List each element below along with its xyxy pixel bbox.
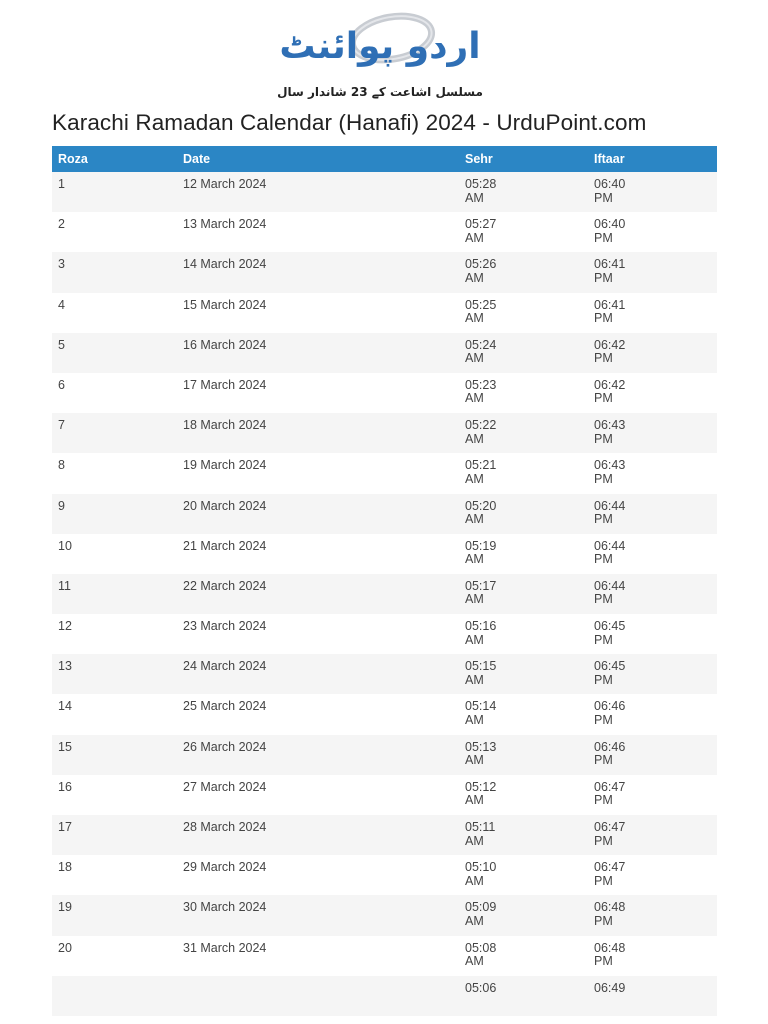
roza-date: 28 March 2024 — [177, 815, 459, 855]
iftaar-time-cell — [588, 252, 717, 292]
sehr-ampm: AM — [465, 391, 484, 406]
iftaar-time-cell — [588, 293, 717, 333]
iftaar-time: 06:45 — [594, 659, 626, 674]
sehr-ampm: AM — [465, 351, 484, 366]
sehr-ampm: AM — [465, 431, 484, 446]
iftaar-time: 06:44 — [594, 498, 626, 513]
sehr-time-cell — [459, 293, 588, 333]
iftaar-ampm: PM — [594, 431, 613, 446]
sehr-time-cell — [459, 494, 588, 534]
roza-date: 27 March 2024 — [177, 775, 459, 815]
roza-number: 11 — [52, 574, 177, 614]
iftaar-ampm: PM — [594, 471, 613, 486]
roza-date: 21 March 2024 — [177, 534, 459, 574]
column-header-date: Date — [177, 146, 459, 172]
table-row — [52, 694, 717, 734]
table-row — [52, 212, 717, 252]
sehr-ampm: AM — [465, 793, 484, 808]
roza-date: 31 March 2024 — [177, 936, 459, 976]
roza-number: 19 — [52, 895, 177, 935]
sehr-ampm: AM — [465, 311, 484, 326]
iftaar-time: 06:41 — [594, 297, 626, 312]
roza-number: 18 — [52, 855, 177, 895]
iftaar-ampm: PM — [594, 913, 613, 928]
iftaar-time-cell — [588, 574, 717, 614]
roza-number: 17 — [52, 815, 177, 855]
sehr-time-cell — [459, 654, 588, 694]
sehr-time: 05:26 — [465, 257, 497, 272]
sehr-time: 05:09 — [465, 900, 497, 915]
iftaar-ampm: PM — [594, 672, 613, 687]
table-row — [52, 534, 717, 574]
iftaar-time: 06:40 — [594, 217, 626, 232]
roza-number: 13 — [52, 654, 177, 694]
sehr-time: 05:25 — [465, 297, 497, 312]
table-row — [52, 172, 717, 212]
iftaar-ampm: PM — [594, 632, 613, 647]
sehr-time: 05:16 — [465, 619, 497, 634]
iftaar-ampm: PM — [594, 552, 613, 567]
sehr-time-cell — [459, 614, 588, 654]
roza-number: 1 — [52, 172, 177, 212]
table-row — [52, 976, 717, 1016]
iftaar-ampm: PM — [594, 391, 613, 406]
iftaar-time: 06:47 — [594, 860, 626, 875]
sehr-ampm: AM — [465, 190, 484, 205]
sehr-ampm: AM — [465, 954, 484, 969]
roza-date: 26 March 2024 — [177, 735, 459, 775]
iftaar-time: 06:43 — [594, 418, 626, 433]
iftaar-time: 06:43 — [594, 458, 626, 473]
logo-tagline: مسلسل اشاعت کے 23 شاندار سال — [277, 85, 483, 99]
roza-number: 16 — [52, 775, 177, 815]
iftaar-time: 06:46 — [594, 739, 626, 754]
roza-number: 7 — [52, 413, 177, 453]
table-row — [52, 494, 717, 534]
table-body — [52, 172, 717, 1016]
sehr-time: 05:20 — [465, 498, 497, 513]
sehr-time-cell — [459, 855, 588, 895]
iftaar-time-cell — [588, 212, 717, 252]
iftaar-ampm: PM — [594, 712, 613, 727]
roza-date: 14 March 2024 — [177, 252, 459, 292]
sehr-time: 05:19 — [465, 538, 497, 553]
sehr-time-cell — [459, 976, 588, 1016]
sehr-time: 05:14 — [465, 699, 497, 714]
table-row — [52, 373, 717, 413]
column-header-iftaar: Iftaar — [588, 146, 717, 172]
table-row — [52, 574, 717, 614]
roza-date: 22 March 2024 — [177, 574, 459, 614]
iftaar-time: 06:49 — [594, 980, 626, 995]
sehr-time-cell — [459, 694, 588, 734]
sehr-ampm: AM — [465, 833, 484, 848]
iftaar-time: 06:42 — [594, 337, 626, 352]
iftaar-time: 06:48 — [594, 900, 626, 915]
sehr-time-cell — [459, 413, 588, 453]
iftaar-time: 06:44 — [594, 538, 626, 553]
sehr-time-cell — [459, 815, 588, 855]
table-row — [52, 855, 717, 895]
iftaar-ampm: PM — [594, 873, 613, 888]
sehr-ampm: AM — [465, 471, 484, 486]
roza-number: 3 — [52, 252, 177, 292]
iftaar-ampm: PM — [594, 954, 613, 969]
iftaar-time-cell — [588, 373, 717, 413]
table-row — [52, 413, 717, 453]
iftaar-time: 06:47 — [594, 820, 626, 834]
sehr-ampm: AM — [465, 632, 484, 647]
table-row — [52, 333, 717, 373]
iftaar-time-cell — [588, 494, 717, 534]
sehr-time-cell — [459, 172, 588, 212]
table-row — [52, 654, 717, 694]
sehr-ampm: AM — [465, 552, 484, 567]
sehr-time-cell — [459, 735, 588, 775]
iftaar-ampm: PM — [594, 833, 613, 848]
iftaar-time: 06:46 — [594, 699, 626, 714]
table-row — [52, 252, 717, 292]
roza-number: 14 — [52, 694, 177, 734]
iftaar-time-cell — [588, 654, 717, 694]
iftaar-time-cell — [588, 855, 717, 895]
sehr-ampm: AM — [465, 230, 484, 245]
iftaar-time-cell — [588, 694, 717, 734]
logo-icon — [277, 8, 483, 104]
table-header — [52, 146, 717, 172]
sehr-time: 05:23 — [465, 377, 497, 392]
iftaar-ampm: PM — [594, 351, 613, 366]
sehr-ampm: AM — [465, 270, 484, 285]
roza-number: 9 — [52, 494, 177, 534]
roza-number: 4 — [52, 293, 177, 333]
iftaar-time-cell — [588, 453, 717, 493]
sehr-time-cell — [459, 574, 588, 614]
sehr-time: 05:06 — [465, 980, 497, 995]
roza-number: 20 — [52, 936, 177, 976]
table-row — [52, 936, 717, 976]
sehr-ampm: AM — [465, 873, 484, 888]
urdupoint-logo[interactable] — [277, 8, 483, 104]
sehr-time-cell — [459, 212, 588, 252]
roza-date: 29 March 2024 — [177, 855, 459, 895]
ramadan-calendar-table — [52, 146, 717, 1016]
iftaar-time-cell — [588, 333, 717, 373]
roza-number: 8 — [52, 453, 177, 493]
iftaar-ampm: PM — [594, 230, 613, 245]
column-header-sehr: Sehr — [459, 146, 588, 172]
roza-date: 19 March 2024 — [177, 453, 459, 493]
table-row — [52, 614, 717, 654]
roza-date: 12 March 2024 — [177, 172, 459, 212]
iftaar-ampm: PM — [594, 512, 613, 526]
iftaar-time: 06:48 — [594, 940, 626, 955]
roza-date: 25 March 2024 — [177, 694, 459, 734]
table-row — [52, 735, 717, 775]
iftaar-time: 06:41 — [594, 257, 626, 272]
sehr-time: 05:24 — [465, 337, 497, 352]
sehr-time: 05:17 — [465, 578, 497, 593]
iftaar-time-cell — [588, 815, 717, 855]
roza-date: 23 March 2024 — [177, 614, 459, 654]
sehr-ampm: AM — [465, 592, 484, 607]
iftaar-ampm: PM — [594, 311, 613, 326]
sehr-time: 05:15 — [465, 659, 497, 674]
sehr-time-cell — [459, 333, 588, 373]
sehr-ampm: AM — [465, 672, 484, 687]
table-row — [52, 453, 717, 493]
sehr-time: 05:22 — [465, 418, 497, 433]
sehr-time: 05:10 — [465, 860, 497, 875]
roza-date: 30 March 2024 — [177, 895, 459, 935]
iftaar-time-cell — [588, 172, 717, 212]
sehr-ampm: AM — [465, 712, 484, 727]
sehr-time: 05:08 — [465, 940, 497, 955]
sehr-ampm: AM — [465, 512, 484, 526]
iftaar-time-cell — [588, 936, 717, 976]
sehr-time: 05:13 — [465, 739, 497, 754]
sehr-time-cell — [459, 936, 588, 976]
iftaar-ampm: PM — [594, 753, 613, 768]
iftaar-time-cell — [588, 895, 717, 935]
iftaar-time-cell — [588, 735, 717, 775]
roza-number — [52, 976, 177, 1016]
iftaar-time: 06:44 — [594, 578, 626, 593]
sehr-ampm: AM — [465, 753, 484, 768]
sehr-time-cell — [459, 775, 588, 815]
roza-number: 6 — [52, 373, 177, 413]
roza-date: 18 March 2024 — [177, 413, 459, 453]
roza-number: 15 — [52, 735, 177, 775]
table-row — [52, 815, 717, 855]
roza-date — [177, 976, 459, 1016]
iftaar-time-cell — [588, 413, 717, 453]
iftaar-ampm: PM — [594, 270, 613, 285]
table-row — [52, 775, 717, 815]
iftaar-time-cell — [588, 775, 717, 815]
roza-date: 16 March 2024 — [177, 333, 459, 373]
table-row — [52, 293, 717, 333]
sehr-time-cell — [459, 534, 588, 574]
sehr-time-cell — [459, 453, 588, 493]
iftaar-time-cell — [588, 614, 717, 654]
iftaar-time: 06:40 — [594, 177, 626, 191]
roza-date: 20 March 2024 — [177, 494, 459, 534]
roza-number: 5 — [52, 333, 177, 373]
sehr-time: 05:12 — [465, 779, 497, 794]
roza-date: 13 March 2024 — [177, 212, 459, 252]
page-title: Karachi Ramadan Calendar (Hanafi) 2024 - UrduPoint.com — [52, 110, 647, 135]
roza-number: 10 — [52, 534, 177, 574]
sehr-time: 05:11 — [465, 820, 496, 834]
iftaar-ampm: PM — [594, 190, 613, 205]
iftaar-time: 06:42 — [594, 377, 626, 392]
roza-date: 24 March 2024 — [177, 654, 459, 694]
iftaar-ampm: PM — [594, 592, 613, 607]
table-row — [52, 895, 717, 935]
sehr-time: 05:21 — [465, 458, 497, 473]
roza-number: 12 — [52, 614, 177, 654]
iftaar-ampm: PM — [594, 793, 613, 808]
iftaar-time: 06:45 — [594, 619, 626, 634]
column-header-roza: Roza — [52, 146, 177, 172]
iftaar-time-cell — [588, 976, 717, 1016]
roza-date: 17 March 2024 — [177, 373, 459, 413]
roza-date: 15 March 2024 — [177, 293, 459, 333]
roza-number: 2 — [52, 212, 177, 252]
logo-urdu-text: اردو پوائنٹ — [279, 26, 481, 67]
sehr-time-cell — [459, 895, 588, 935]
sehr-time-cell — [459, 252, 588, 292]
iftaar-time-cell — [588, 534, 717, 574]
sehr-ampm: AM — [465, 913, 484, 928]
sehr-time: 05:28 — [465, 177, 497, 191]
sehr-time-cell — [459, 373, 588, 413]
iftaar-time: 06:47 — [594, 779, 626, 794]
sehr-time: 05:27 — [465, 217, 497, 232]
